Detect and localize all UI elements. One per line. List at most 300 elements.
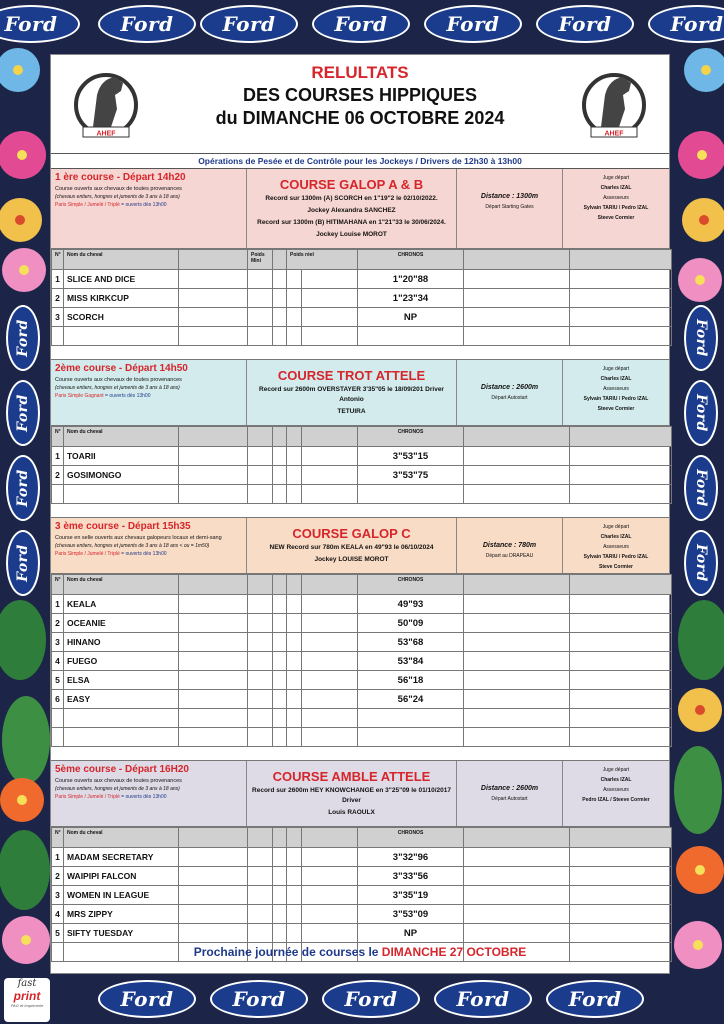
empty-cell — [570, 905, 672, 924]
official-l3: Assesseurs — [603, 195, 629, 201]
empty-cell — [287, 447, 302, 466]
table-row — [52, 652, 672, 671]
col-chronos: CHRONOS — [358, 575, 464, 595]
next-race-text: Prochaine journée de courses le — [193, 945, 382, 959]
official-l2: Charles IZAL — [600, 185, 632, 191]
horse-chrono: 3"53"75 — [358, 466, 464, 485]
race-info — [51, 761, 247, 826]
horse-name: KEALA — [64, 595, 179, 614]
official-l4: Sylvain TARIU / Pedro IZAL — [583, 205, 649, 211]
horse-name: MRS ZIPPY — [64, 905, 179, 924]
empty-cell — [570, 924, 672, 943]
hibiscus-decoration-left-top — [0, 45, 52, 305]
race-separator — [51, 504, 669, 518]
horse-chrono: 3"53"09 — [358, 905, 464, 924]
empty-cell — [570, 728, 672, 747]
horse-name: SLICE AND DICE — [64, 270, 179, 289]
horse-name: OCEANIE — [64, 614, 179, 633]
empty-cell — [464, 905, 570, 924]
table-row — [52, 633, 672, 652]
empty-cell — [302, 690, 358, 709]
col-name: Nom du cheval — [64, 250, 179, 270]
official-l3: Assesseurs — [603, 544, 629, 550]
race-name: COURSE GALOP A & B — [279, 177, 424, 192]
empty-cell — [179, 924, 248, 943]
horse-head-logo — [579, 65, 649, 145]
official-l4: Sylvain TARIU / Pedro IZAL — [583, 396, 649, 402]
ford-logo: Ford — [684, 305, 718, 371]
empty-cell — [179, 466, 248, 485]
betting-types: Paris Simple / Jumelé / Triplé — [55, 794, 120, 800]
horse-number: 5 — [52, 924, 64, 943]
empty-cell — [179, 595, 248, 614]
empty-cell — [302, 614, 358, 633]
horse-chrono: 3"53"15 — [358, 447, 464, 466]
race-name-block — [247, 169, 457, 248]
col-empty — [273, 250, 287, 270]
col-empty — [273, 828, 287, 848]
empty-cell — [302, 671, 358, 690]
table-header-row — [52, 250, 672, 270]
empty-cell — [464, 652, 570, 671]
empty-cell — [248, 447, 273, 466]
empty-cell — [273, 848, 287, 867]
betting-open-time: = ouverts dès 13h00 — [119, 202, 167, 208]
empty-cell — [179, 671, 248, 690]
results-sheet — [50, 54, 670, 974]
race-conditions: Course ouverts aux chevaux de toutes provenances — [55, 377, 182, 383]
empty-cell — [570, 308, 672, 327]
horse-chrono: 3"33"56 — [358, 867, 464, 886]
horse-number: 2 — [52, 466, 64, 485]
empty-cell — [248, 595, 273, 614]
empty-cell — [464, 447, 570, 466]
empty-cell — [287, 466, 302, 485]
horse-name: MISS KIRKCUP — [64, 289, 179, 308]
empty-cell — [464, 886, 570, 905]
race-name-block — [247, 360, 457, 425]
empty-cell — [302, 485, 358, 504]
empty-cell — [358, 709, 464, 728]
empty-cell — [179, 709, 248, 728]
official-l1: Juge départ — [602, 524, 630, 530]
empty-cell — [273, 867, 287, 886]
race-record-line: Record sur 1300m (A) SCORCH en 1"19"2 le 02/10/2022. — [265, 195, 438, 202]
table-row-empty — [52, 485, 672, 504]
empty-cell — [273, 905, 287, 924]
col-empty — [179, 250, 248, 270]
col-empty — [570, 575, 672, 595]
empty-cell — [302, 886, 358, 905]
horse-number: 2 — [52, 867, 64, 886]
empty-cell — [248, 308, 273, 327]
horse-number: 3 — [52, 633, 64, 652]
empty-cell — [570, 690, 672, 709]
horse-name: ELSA — [64, 671, 179, 690]
empty-cell — [273, 485, 287, 504]
race-block — [51, 518, 669, 747]
horse-chrono: 3"35"19 — [358, 886, 464, 905]
col-name: Nom du cheval — [64, 575, 179, 595]
fast-print-logo — [4, 978, 50, 1022]
ford-logo: Ford — [98, 5, 196, 43]
official-l5: Steve Cormier — [599, 564, 633, 570]
empty-cell — [273, 308, 287, 327]
empty-cell — [464, 924, 570, 943]
race-record-line: Jockey Louise MOROT — [316, 231, 387, 238]
empty-cell — [273, 728, 287, 747]
empty-cell — [64, 327, 179, 346]
empty-cell — [248, 466, 273, 485]
col-empty — [179, 427, 248, 447]
ford-logo: Ford — [200, 5, 298, 43]
horse-chrono: 1"23"34 — [358, 289, 464, 308]
horse-name: SIFTY TUESDAY — [64, 924, 179, 943]
col-empty — [287, 575, 302, 595]
ford-logo: Ford — [684, 455, 718, 521]
race-name-block — [247, 518, 457, 573]
race-title: 2ème course - Départ 14h50 — [55, 363, 188, 374]
empty-cell — [248, 614, 273, 633]
table-header-row — [52, 427, 672, 447]
col-empty — [570, 828, 672, 848]
horse-chrono: 56"18 — [358, 671, 464, 690]
races-container — [51, 169, 669, 962]
ford-logo: Ford — [6, 530, 40, 596]
empty-cell — [248, 652, 273, 671]
tropical-decoration-right-bottom — [672, 600, 724, 980]
title-line-3: du DIMANCHE 06 OCTOBRE 2024 — [215, 108, 505, 128]
empty-cell — [273, 652, 287, 671]
horse-name: GOSIMONGO — [64, 466, 179, 485]
empty-cell — [248, 867, 273, 886]
betting-open-time: = ouverts dès 13h00 — [119, 794, 167, 800]
empty-cell — [248, 924, 273, 943]
official-l5: Steeve Cormier — [597, 406, 635, 412]
empty-cell — [179, 633, 248, 652]
empty-cell — [248, 690, 273, 709]
horse-name: HINANO — [64, 633, 179, 652]
race-block — [51, 169, 669, 346]
empty-cell — [570, 671, 672, 690]
empty-cell — [248, 633, 273, 652]
empty-cell — [179, 652, 248, 671]
empty-cell — [287, 308, 302, 327]
table-row — [52, 614, 672, 633]
race-officials — [563, 761, 669, 826]
race-start-type: Départ Autostart — [491, 395, 528, 401]
official-l1: Juge départ — [602, 175, 630, 181]
table-row — [52, 886, 672, 905]
race-start-type: Départ Starting Gates — [485, 204, 534, 210]
empty-cell — [64, 485, 179, 504]
betting-types: Paris Simple / Jumelé / Triplé — [55, 202, 120, 208]
horse-name: FUEGO — [64, 652, 179, 671]
empty-cell — [273, 886, 287, 905]
empty-cell — [464, 614, 570, 633]
title-line-1: RELULTATS — [311, 63, 409, 82]
table-row — [52, 466, 672, 485]
empty-cell — [179, 485, 248, 504]
table-row-empty — [52, 327, 672, 346]
race-start-type: Départ au DRAPEAU — [485, 553, 534, 559]
empty-cell — [302, 867, 358, 886]
horse-number: 6 — [52, 690, 64, 709]
empty-cell — [273, 327, 287, 346]
empty-cell — [287, 671, 302, 690]
ford-logo: Ford — [434, 980, 532, 1018]
empty-cell — [358, 728, 464, 747]
race-betting — [55, 794, 242, 800]
col-empty — [464, 427, 570, 447]
table-row — [52, 595, 672, 614]
ford-logo: Ford — [648, 5, 724, 43]
empty-cell — [52, 728, 64, 747]
race-start-type: Départ Autostart — [491, 796, 528, 802]
horse-name: WOMEN IN LEAGUE — [64, 886, 179, 905]
empty-cell — [302, 466, 358, 485]
tropical-decoration-left-bottom — [0, 600, 52, 980]
header — [51, 55, 669, 153]
empty-cell — [570, 614, 672, 633]
empty-cell — [302, 308, 358, 327]
empty-cell — [570, 485, 672, 504]
empty-cell — [464, 466, 570, 485]
empty-cell — [570, 867, 672, 886]
horse-name: SCORCH — [64, 308, 179, 327]
horse-chrono: 53"84 — [358, 652, 464, 671]
horse-name: EASY — [64, 690, 179, 709]
fast-print-l1: fast — [17, 978, 37, 989]
svg-text:AHEF: AHEF — [604, 130, 624, 138]
race-conditions: Course ouverts aux chevaux de toutes provenances — [55, 778, 182, 784]
race-record-line: TETUIRA — [337, 408, 366, 415]
race-officials — [563, 169, 669, 248]
empty-cell — [179, 690, 248, 709]
fast-print-l3: PAO et Imprimerie — [10, 1003, 44, 1008]
race-distance: Distance : 1300m — [480, 193, 539, 200]
race-eligibility: (chevaux entiers, hongres et juments de 3 ans à 18 ans < ou = 1m50) — [55, 543, 210, 549]
ford-logo: Ford — [0, 5, 80, 43]
race-name: COURSE TROT ATTELE — [277, 368, 426, 383]
empty-cell — [179, 270, 248, 289]
empty-cell — [570, 327, 672, 346]
race-eligibility: (chevaux entiers, hongres et juments de 3 ans à 18 ans) — [55, 194, 180, 200]
horse-number: 2 — [52, 289, 64, 308]
race-title: 3 ème course - Départ 15h35 — [55, 521, 191, 532]
race-header — [51, 761, 669, 827]
col-empty — [302, 427, 358, 447]
col-name: Nom du cheval — [64, 828, 179, 848]
col-empty — [464, 250, 570, 270]
empty-cell — [273, 447, 287, 466]
empty-cell — [273, 924, 287, 943]
official-l3: Assesseurs — [603, 787, 629, 793]
race-distance-block — [457, 518, 563, 573]
race-results-table — [51, 426, 672, 504]
official-l1: Juge départ — [602, 366, 630, 372]
empty-cell — [570, 466, 672, 485]
empty-cell — [287, 728, 302, 747]
table-row — [52, 848, 672, 867]
horse-chrono: 50"09 — [358, 614, 464, 633]
ford-logo: Ford — [322, 980, 420, 1018]
race-name: COURSE AMBLE ATTELE — [272, 769, 431, 784]
race-results-table — [51, 249, 672, 346]
empty-cell — [464, 633, 570, 652]
col-poids-reel: Poids réel — [287, 250, 358, 270]
col-chronos: CHRONOS — [358, 250, 464, 270]
empty-cell — [273, 289, 287, 308]
horse-chrono: 3"32"96 — [358, 848, 464, 867]
empty-cell — [302, 447, 358, 466]
horse-name: WAIPIPI FALCON — [64, 867, 179, 886]
betting-open-time: = ouverts dès 13h00 — [119, 551, 167, 557]
betting-types: Paris Simple Gagnant — [55, 393, 104, 399]
empty-cell — [302, 848, 358, 867]
race-distance: Distance : 2600m — [480, 785, 539, 792]
empty-cell — [287, 289, 302, 308]
ford-logo: Ford — [312, 5, 410, 43]
race-distance: Distance : 2600m — [480, 384, 539, 391]
empty-cell — [287, 485, 302, 504]
race-record-line: Jockey LOUISE MOROT — [314, 556, 389, 563]
empty-cell — [179, 447, 248, 466]
empty-cell — [464, 690, 570, 709]
empty-cell — [287, 614, 302, 633]
table-row — [52, 270, 672, 289]
horse-chrono: NP — [358, 308, 464, 327]
ford-logo: Ford — [98, 980, 196, 1018]
table-row-empty — [52, 728, 672, 747]
race-info — [51, 169, 247, 248]
empty-cell — [287, 905, 302, 924]
horse-number: 1 — [52, 270, 64, 289]
empty-cell — [179, 289, 248, 308]
ford-logo: Ford — [684, 530, 718, 596]
horse-number: 1 — [52, 595, 64, 614]
horse-number: 2 — [52, 614, 64, 633]
horse-number: 1 — [52, 447, 64, 466]
empty-cell — [570, 652, 672, 671]
horse-name: MADAM SECRETARY — [64, 848, 179, 867]
table-header-row — [52, 828, 672, 848]
horse-number: 4 — [52, 652, 64, 671]
race-header — [51, 169, 669, 249]
empty-cell — [302, 924, 358, 943]
empty-cell — [464, 671, 570, 690]
col-empty — [287, 427, 302, 447]
horse-number: 3 — [52, 886, 64, 905]
race-block — [51, 761, 669, 962]
empty-cell — [302, 327, 358, 346]
official-l2: Charles IZAL — [600, 376, 632, 382]
empty-cell — [64, 728, 179, 747]
col-empty — [248, 575, 273, 595]
official-l4: Pedro IZAL / Steeve Cormier — [582, 797, 650, 803]
betting-open-time: = ouverts dès 13h00 — [103, 393, 151, 399]
empty-cell — [287, 633, 302, 652]
table-row — [52, 905, 672, 924]
horse-number: 5 — [52, 671, 64, 690]
empty-cell — [273, 614, 287, 633]
table-row — [52, 289, 672, 308]
race-header — [51, 360, 669, 426]
horse-chrono: 56"24 — [358, 690, 464, 709]
col-empty — [302, 828, 358, 848]
col-empty — [570, 250, 672, 270]
empty-cell — [464, 595, 570, 614]
race-betting — [55, 551, 242, 557]
empty-cell — [273, 690, 287, 709]
empty-cell — [570, 447, 672, 466]
official-l5: Steeve Cormier — [597, 215, 635, 221]
race-record-line: Record sur 1300m (B) HITIMAHANA en 1"21"33 le 30/06/2024. — [257, 219, 446, 226]
empty-cell — [248, 848, 273, 867]
ford-logo: Ford — [6, 380, 40, 446]
horse-number: 1 — [52, 848, 64, 867]
race-distance: Distance : 780m — [482, 542, 537, 549]
empty-cell — [287, 867, 302, 886]
empty-cell — [273, 466, 287, 485]
col-empty — [179, 828, 248, 848]
race-distance-block — [457, 169, 563, 248]
empty-cell — [302, 728, 358, 747]
empty-cell — [179, 327, 248, 346]
official-l1: Juge départ — [602, 767, 630, 773]
col-chronos: CHRONOS — [358, 828, 464, 848]
race-record-line: Record sur 2600m HEY KNOWCHANGE en 3"25"09 le 01/10/2017 Driver — [252, 787, 451, 804]
empty-cell — [302, 652, 358, 671]
race-officials — [563, 360, 669, 425]
operations-notice: Opérations de Pesée et de Contrôle pour les Jockeys / Drivers de 12h30 à 13h00 — [51, 153, 669, 169]
horse-number: 4 — [52, 905, 64, 924]
ford-logo: Ford — [6, 305, 40, 371]
col-empty — [570, 427, 672, 447]
race-results-table — [51, 574, 672, 747]
horse-number: 3 — [52, 308, 64, 327]
empty-cell — [273, 633, 287, 652]
horse-chrono: NP — [358, 924, 464, 943]
ford-logo: Ford — [536, 5, 634, 43]
race-title: 5ème course - Départ 16H20 — [55, 764, 189, 775]
race-betting — [55, 393, 242, 399]
race-eligibility: (chevaux entiers, hongres et juments de 3 ans à 18 ans) — [55, 385, 180, 391]
empty-cell — [287, 652, 302, 671]
empty-cell — [570, 848, 672, 867]
empty-cell — [287, 848, 302, 867]
table-row — [52, 924, 672, 943]
empty-cell — [287, 690, 302, 709]
race-conditions: Course ouverts aux chevaux de toutes provenances — [55, 186, 182, 192]
empty-cell — [464, 289, 570, 308]
empty-cell — [273, 709, 287, 728]
empty-cell — [464, 327, 570, 346]
race-info — [51, 360, 247, 425]
col-empty — [179, 575, 248, 595]
race-record-line: Record sur 2600m OVERSTAYER 3'35"05 le 18/09/201 Driver Antonio — [259, 386, 444, 403]
race-name: COURSE GALOP C — [292, 526, 411, 541]
empty-cell — [179, 308, 248, 327]
horse-chrono: 53"68 — [358, 633, 464, 652]
empty-cell — [464, 709, 570, 728]
empty-cell — [302, 709, 358, 728]
horse-chrono: 1"20"88 — [358, 270, 464, 289]
col-empty — [273, 427, 287, 447]
empty-cell — [248, 886, 273, 905]
empty-cell — [248, 327, 273, 346]
empty-cell — [302, 633, 358, 652]
